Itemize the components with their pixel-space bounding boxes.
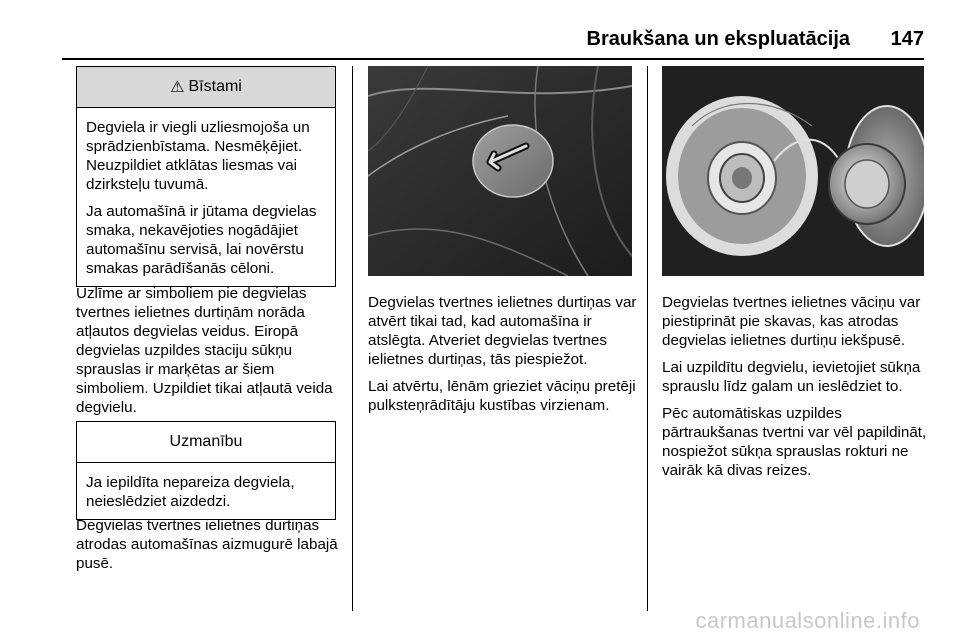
warning-box-header [77, 67, 335, 108]
warning-triangle-icon: ⚠ [170, 79, 185, 96]
text-paragraph: Uzlīme ar simboliem pie degvielas tvertnes ielietnes durtiņām norāda atļautos degvielas veidus. Eiropā degvielas uzpildes staciju sūkņu sprauslas ir marķētas ar šiem simboliem. Uzpildiet tikai atļautā veida degvielu. [76, 285, 333, 416]
left-column-text [76, 284, 342, 425]
text-paragraph: Degvielas tvertnes ielietnes durtiņas atrodas automašīnas aizmugurē labajā pusē. [76, 517, 338, 572]
column-divider-left [352, 66, 353, 611]
caution-text: Ja iepildīta nepareiza degviela, neieslēdziet aizdedzi. [86, 474, 295, 510]
middle-column-text [368, 293, 638, 423]
page-header-title: Braukšana un ekspluatācija [586, 28, 850, 50]
left-column-text-bottom [76, 516, 342, 581]
text-paragraph: Lai uzpildītu degvielu, ievietojiet sūkņa sprauslu līdz galam un ieslēdziet to. [662, 359, 921, 395]
text-paragraph: Degvielas tvertnes ielietnes vāciņu var piestiprināt pie skavas, kas atrodas degvielas ielietnes durtiņu iekšpusē. [662, 294, 921, 349]
fuel-cap-illustration [662, 66, 924, 276]
caution-box-body [77, 463, 335, 519]
page-number: 147 [890, 28, 924, 50]
watermark-text: carmanualsonline.info [695, 608, 920, 633]
warning-box [76, 66, 336, 287]
text-paragraph: Degvielas tvertnes ielietnes durtiņas var atvērt tikai tad, kad automašīna ir atslēgta. Atveriet degvielas tvertnes ielietnes durtiņas, tās piespiežot. [368, 294, 637, 368]
warning-paragraph: Ja automašīnā ir jūtama degvielas smaka, nekavējoties nogādājiet automašīnu servisā, lai novērstu smakas parādīšanās cēloni. [86, 203, 317, 277]
caution-box [76, 421, 336, 520]
header-rule [62, 58, 924, 60]
caution-box-header [77, 422, 335, 463]
warning-box-title: Bīstami [188, 78, 242, 95]
fuel-door-illustration [368, 66, 632, 276]
warning-paragraph: Degviela ir viegli uzliesmojoša un sprādzienbīstama. Nesmēķējiet. Neuzpildiet atklātas liesmas vai dzirksteļu tuvumā. [86, 119, 310, 193]
warning-box-body [77, 108, 335, 286]
column-divider-right [647, 66, 648, 611]
text-paragraph: Pēc automātiskas uzpildes pārtraukšanas tvertni var vēl papildināt, nospiežot sūkņa sprauslas rokturi ne vairāk kā divas reizes. [662, 405, 927, 479]
caution-box-title: Uzmanību [169, 433, 243, 450]
text-paragraph: Lai atvērtu, lēnām grieziet vāciņu pretēji pulksteņrādītāju kustības virzienam. [368, 378, 636, 414]
right-column-text [662, 293, 928, 488]
